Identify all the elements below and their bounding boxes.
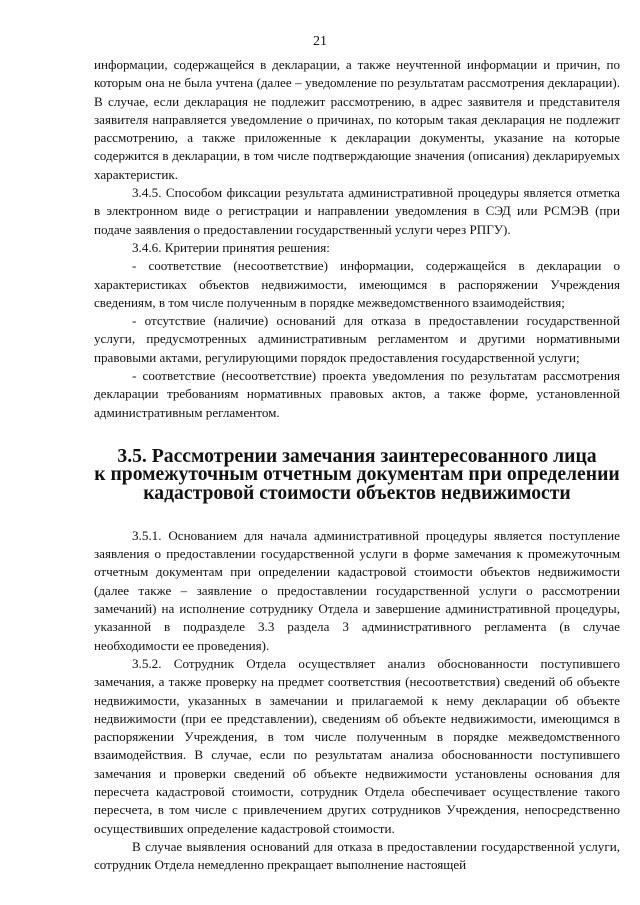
- paragraph: 3.5.2. Сотрудник Отдела осуществляет анализ обоснованности поступившего замечания, а также проверку на предмет соответствия (несоответствия) сведений об объекте недвижимости, указанных в замечании и прилагаемой к нему декларации об объекте недвижимости (при ее представлении), сведениям об объекте недвижимости, имеющимся в распоряжении Учреждения, в том числе полученным в порядке межведомственного взаимодействия. В случае, если по результатам анализа обоснованности поступившего замечания и проверки сведений об объекте недвижимости установлены основания для пересчета кадастровой стоимости, сотрудник Отдела обеспечивает осуществление такого пересчета, в том числе с привлечением других сотрудников Учреждения, непосредственно осуществивших определение кадастровой стоимости.: [94, 655, 620, 836]
- section-heading: [94, 444, 620, 504]
- section-heading-line: 3.5. Рассмотрении замечания заинтересованного лица: [117, 444, 597, 467]
- page-number: 21: [313, 34, 327, 49]
- paragraph: информации, содержащейся в декларации, а также неучтенной информации и причин, по которым она не была учтена (далее – уведомление по результатам рассмотрения декларации). В случае, если декларация не подлежит рассмотрению, в адрес заявителя и представителя заявителя направляется уведомление о причинах, по которым такая декларация не подлежит рассмотрению, а также приложенные к декларации документы, указание на которые содержится в декларации, в том числе подтверждающие значения (описания) декларируемых характеристик.: [94, 57, 620, 182]
- paragraph: - соответствие (несоответствие) проекта уведомления по результатам рассмотрения декларации требованиям нормативных правовых актов, а также форме, установленной административным регламентом.: [94, 368, 620, 420]
- paragraph: - отсутствие (наличие) оснований для отказа в предоставлении государственной услуги, предусмотренных административным регламентом и другими нормативными правовыми актами, регулирующими порядок предоставления государственной услуги;: [94, 313, 620, 365]
- page-content: [94, 56, 620, 874]
- section-heading-line: кадастровой стоимости объектов недвижимости: [143, 481, 571, 504]
- paragraph: 3.5.1. Основанием для начала административной процедуры является поступление заявления о предоставлении государственной услуги в форме замечания к промежуточным отчетным документам при определении кадастровой стоимости объектов недвижимости (далее также – заявление о предоставлении государственной услуги о рассмотрении замечаний) на исполнение сотруднику Отдела и завершение административной процедуры, указанной в подразделе 3.3 раздела 3 административного регламента (в случае необходимости ее проведения).: [94, 527, 620, 653]
- paragraph: 3.4.6. Критерии принятия решения:: [132, 239, 330, 255]
- paragraph: - соответствие (несоответствие) информации, содержащейся в декларации о характеристиках объектов недвижимости, имеющимся в распоряжении Учреждения сведениям, в том числе полученным в порядке межведомственного взаимодействия;: [94, 258, 620, 310]
- paragraphs-after-heading: [94, 527, 620, 875]
- section-heading-line: к промежуточным отчетным документам при определении: [94, 463, 620, 486]
- paragraph: 3.4.5. Способом фиксации результата административной процедуры является отметка в электронном виде о регистрации и направлении уведомления в СЭД или РСМЭВ (при подаче заявления о предоставлении государственный услуги через РПГУ).: [94, 185, 620, 237]
- paragraph: В случае выявления оснований для отказа в предоставлении государственной услуги, сотрудник Отдела немедленно прекращает выполнение настоящей: [94, 838, 620, 873]
- paragraphs-before-heading: [94, 56, 620, 422]
